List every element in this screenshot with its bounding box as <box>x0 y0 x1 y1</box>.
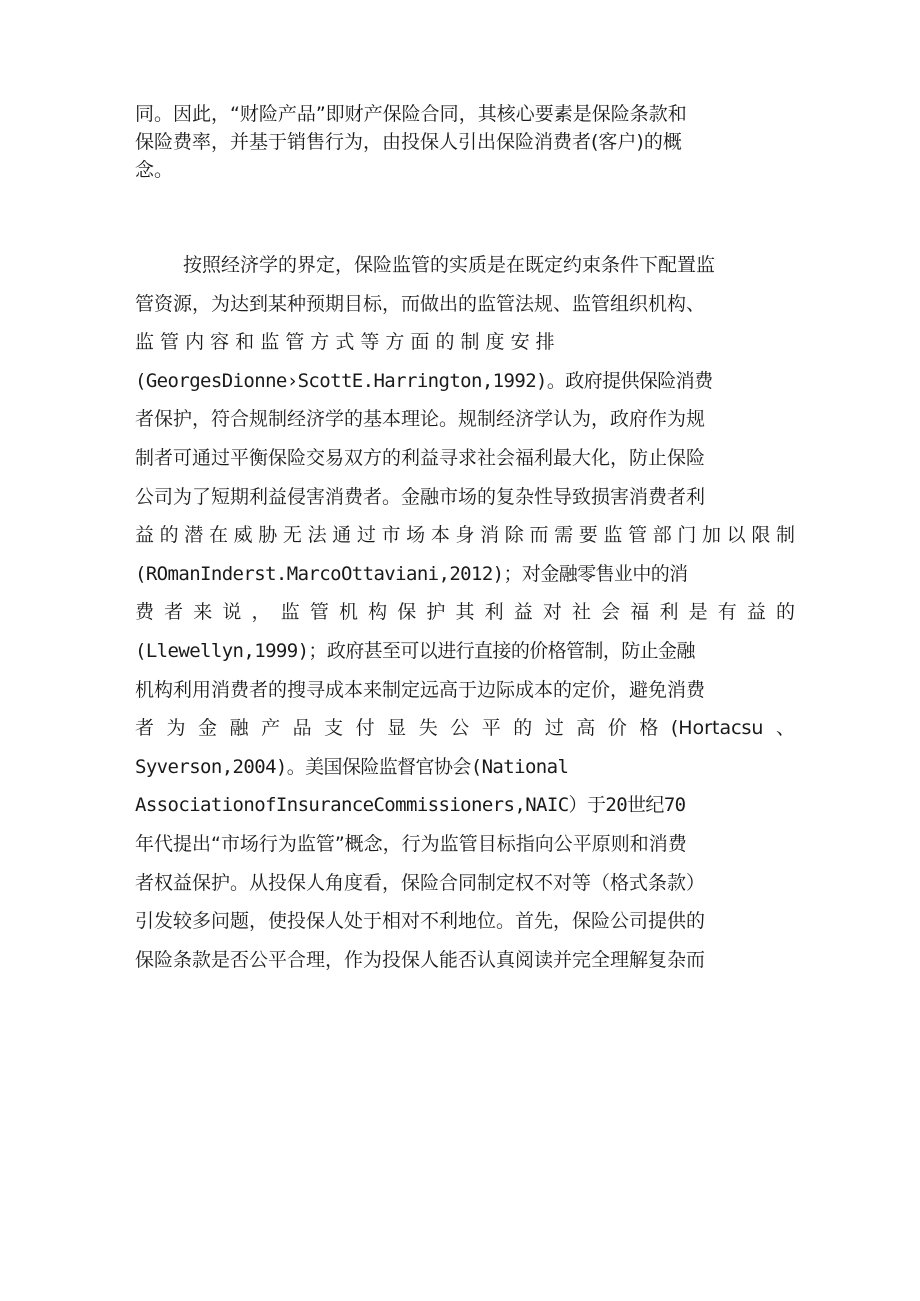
paragraph-2 <box>135 246 795 979</box>
text-line: Syverson,2004)。美国保险监督官协会(National <box>135 755 569 778</box>
text-line: 按照经济学的界定，保险监管的实质是在既定约束条件下配置监 <box>183 254 716 276</box>
text-line: 管资源，为达到某种预期目标，而做出的监管法规、监管组织机构、 <box>135 292 706 315</box>
text-line: 制者可通过平衡保险交易双方的利益寻求社会福利最大化，防止保险 <box>135 446 706 469</box>
text-line: 同。因此，“财险产品”即财产保险合同，其核心要素是保险条款和 <box>135 103 687 125</box>
text-line: (Llewellyn,1999)；政府甚至可以进行直接的价格管制，防止金融 <box>135 639 695 662</box>
text-line: 年代提出“市场行为监管”概念，行为监管目标指向公平原则和消费 <box>135 832 687 855</box>
text-line: AssociationofInsuranceCommissioners,NAIC）于20世纪70 <box>135 794 686 817</box>
text-line: 引发较多问题，使投保人处于相对不利地位。首先，保险公司提供的 <box>135 910 706 933</box>
text-line: 念。 <box>135 159 174 181</box>
text-line: 者权益保护。从投保人角度看，保险合同制定权不对等（格式条款） <box>135 871 706 894</box>
text-line: 公司为了短期利益侵害消费者。金融市场的复杂性导致损害消费者利 <box>135 485 706 508</box>
text-line: 保险条款是否公平合理，作为投保人能否认真阅读并完全理解复杂而 <box>135 948 706 971</box>
text-line: 益的潜在威胁无法通过市场本身消除而需要监管部门加以限制 <box>135 524 795 547</box>
text-line: 保险费率，并基于销售行为，由投保人引出保险消费者(客户)的概 <box>135 131 682 153</box>
text-line: (ROmanInderst.MarcoOttaviani,2012)；对金融零售业中的消 <box>135 562 688 585</box>
paragraph-1 <box>135 100 795 184</box>
text-line: 监 管 内 容 和 监 管 方 式 等 方 面 的 制 度 安 排 <box>135 331 555 354</box>
text-line: 者为金融产品支付显失公平的过高价格(Hortacsu、 <box>135 717 795 740</box>
text-line: 机构利用消费者的搜寻成本来制定远高于边际成本的定价，避免消费 <box>135 678 706 701</box>
text-line: (GeorgesDionne›ScottE.Harrington,1992)。政府提供保险消费 <box>135 369 713 392</box>
text-line: 者保护，符合规制经济学的基本理论。规制经济学认为，政府作为规 <box>135 408 706 431</box>
text-line: 费者来说，监管机构保护其利益对社会福利是有益的 <box>135 601 795 624</box>
